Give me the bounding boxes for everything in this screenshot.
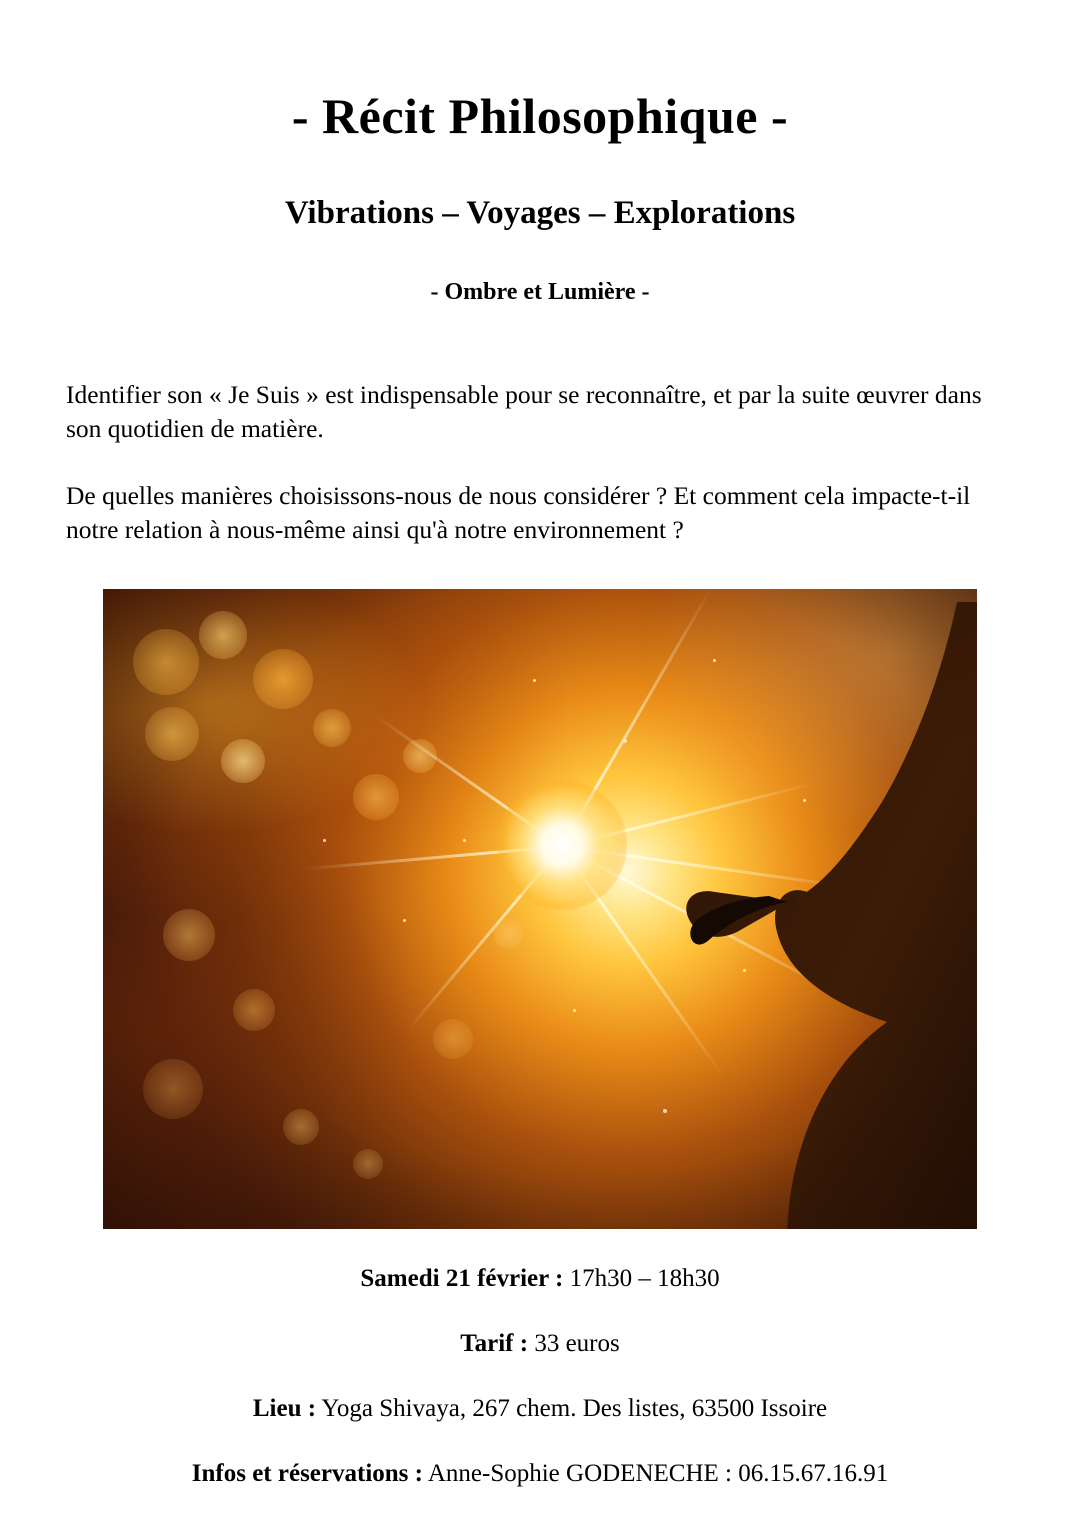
page-subsubtitle: - Ombre et Lumière - (430, 279, 650, 306)
info-location (64, 1393, 1016, 1424)
paragraph-1: Identifier son « Je Suis » est indispensable pour se reconnaître, et par la suite œuvrer dans son quotidien de matière. (66, 380, 982, 443)
info-contact-value: Anne-Sophie GODENECHE : 06.15.67.16.91 (422, 1460, 889, 1488)
page-subtitle: Vibrations – Voyages – Explorations (284, 194, 796, 231)
info-date (64, 1263, 1016, 1294)
info-location-value: Yoga Shivaya, 267 chem. Des listes, 63500 Issoire (316, 1395, 828, 1423)
info-location-label: Lieu : (252, 1395, 317, 1423)
info-date-value: 17h30 – 18h30 (563, 1264, 720, 1292)
image-vignette (103, 589, 977, 1229)
info-price-value: 33 euros (528, 1329, 620, 1357)
info-contact-label: Infos et réservations : (191, 1460, 423, 1488)
info-date-label: Samedi 21 février : (360, 1264, 564, 1292)
info-price (64, 1328, 1016, 1359)
info-price-label: Tarif : (460, 1329, 529, 1357)
event-info (64, 1263, 1016, 1490)
info-contact (64, 1458, 1016, 1489)
paragraph-2: De quelles manières choisissons-nous de nous considérer ? Et comment cela impacte-t-il notre relation à nous-même ainsi qu'à notre environnement ? (66, 481, 971, 545)
body-text (64, 378, 1016, 547)
illustration-image (103, 589, 977, 1229)
page-title: - Récit Philosophique - (291, 88, 789, 144)
